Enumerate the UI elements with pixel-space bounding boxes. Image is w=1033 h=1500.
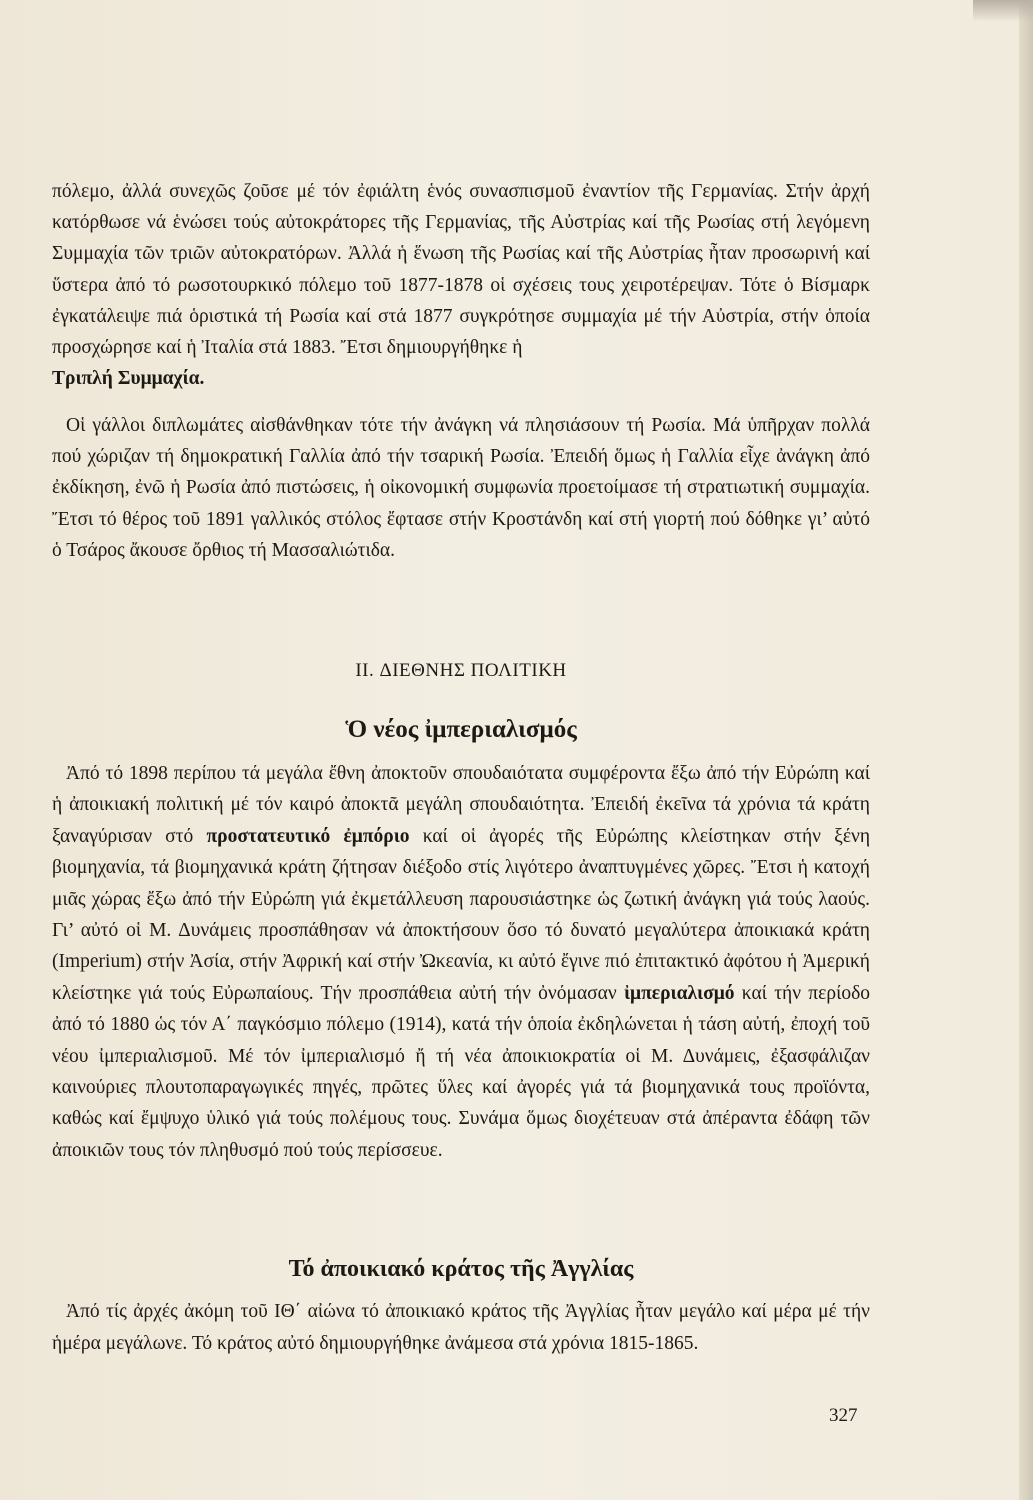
paragraph-2-text: Οἱ γάλλοι διπλωμάτες αἰσθάνθηκαν τότε τήν ἀνάγκη νά πλησιάσουν τή Ρωσία. Μά ὑπῆρχαν πολλά πού χώριζαν τή δημοκρατική Γαλλία ἀπό τήν τσαρική Ρωσία. Ἐπειδή ὅμως ἡ Γαλλία εἶχε ἀνάγκη ἀπό ἐκδίκηση, ἐνῶ ἡ Ρωσία ἀπό πιστώσεις, ἡ οἰκονομική συμφωνία προετοίμασε τή στρατιωτική συμμαχία. Ἔτσι τό θέρος τοῦ 1891 γαλλικός στόλος ἔφτασε στήν Κροστάνδη καί στή γιορτή πού δόθηκε γι’ αὐτό ὁ Τσάρος ἄκουσε ὄρθιος τή Μασσαλιώτιδα. <box>52 415 870 561</box>
paragraph-3-part1: Ἀπό τό 1898 περίπου τά μεγάλα ἔθνη ἀποκτοῦν σπουδαιότατα συμφέροντα ἔξω ἀπό τήν Εὐρώπη καί ἡ ἀποικιακή πολιτική μέ τόν καιρό ἀποκτᾶ μεγάλη σπουδαιότητα. Ἐπειδή ἐκεῖνα τά χρόνια τά κράτη ξαναγύρισαν στό <box>52 763 870 847</box>
imperialism-term: ἰμπεριαλισμό <box>623 982 735 1004</box>
heading-new-imperialism: Ὁ νέος ἰμπεριαλισμός <box>345 716 577 743</box>
page-edge <box>1019 0 1033 1500</box>
paragraph-3-part2: καί οἱ ἀγορές τῆς Εὐρώπης κλείστηκαν στήν ξένη βιομηχανία, τά βιομηχανικά κράτη ζήτησαν διέξοδο στίς λιγότερο ἀναπτυγμένες χῶρες. Ἔτσι ἡ κατοχή μιᾶς χώρας ἔξω ἀπό τήν Εὐρώπη γιά ἐκμετάλλευση παρουσιάστηκε ὡς ζωτική ἀνάγκη γιά τούς λαούς. Γι’ αὐτό οἱ Μ. Δυνάμεις προσπάθησαν νά ἀποκτήσουν ὅσο τό δυνατό μεγαλύτερα ἀποικιακά κράτη (Imperium) στήν Ἀσία, στήν Ἀφρική καί στήν Ὠκεανία, κι αὐτό ἔγινε πιό ἐπιτακτικό ἀφότου ἡ Ἀμερική κλείστηκε γιά τούς Εὐρωπαίους. Τήν προσπάθεια αὐτή τήν ὀνόμασαν <box>52 825 871 1004</box>
paragraph-1 <box>52 176 870 394</box>
paragraph-3-part3: καί τήν περίοδο ἀπό τό 1880 ὡς τόν Α΄ παγκόσμιο πόλεμο (1914), κατά τήν ὁποία ἐκδηλώνεται ἡ τάση αὐτή, ἐποχή τοῦ νέου ἰμπεριαλισμοῦ. Μέ τόν ἰμπεριαλισμό ἤ τή νέα ἀποικιοκρατία οἱ Μ. Δυνάμεις, ἐξασφάλιζαν καινούριες πλουτοπαραγωγικές πηγές, πρῶτες ὕλες καί ἀγορές γιά τά βιομηχανικά τους προϊόντα, καθώς καί ἔμψυχο ὑλικό γιά τούς πολέμους τους. Συνάμα ὅμως διοχέτευαν στά ἀπέραντα ἐδάφη τῶν ἀποικιῶν τους τόν πληθυσμό πού τούς περίσσευε. <box>52 982 871 1161</box>
page-number: 327 <box>829 1405 858 1426</box>
triple-alliance-term: Τριπλή Συμμαχία. <box>52 368 205 390</box>
section-label: II. ΔΙΕΘΝΗΣ ΠΟΛΙΤΙΚΗ <box>355 660 567 681</box>
paragraph-3 <box>52 758 870 1166</box>
heading-english-colonial-state: Τό ἀποικιακό κράτος τῆς Ἀγγλίας <box>288 1256 634 1282</box>
page-corner-shadow <box>973 0 1033 22</box>
paragraph-4 <box>52 1296 870 1359</box>
protectionist-trade-term: προστατευτικό ἐμπόριο <box>206 825 410 847</box>
paragraph-4-text: Ἀπό τίς ἀρχές ἀκόμη τοῦ ΙΘ΄ αἰώνα τό ἀποικιακό κράτος τῆς Ἀγγλίας ἦταν μεγάλο καί μέρα μέ τήν ἡμέρα μεγάλωνε. Τό κράτος αὐτό δημιουργήθηκε ἀνάμεσα στά χρόνια 1815-1865. <box>52 1301 870 1354</box>
paragraph-2 <box>52 410 870 566</box>
paragraph-1-text: πόλεμο, ἀλλά συνεχῶς ζοῦσε μέ τόν ἐφιάλτη ἑνός συνασπισμοῦ ἐναντίον τῆς Γερμανίας. Στήν ἀρχή κατόρθωσε νά ἑνώσει τούς αὐτοκράτορες τῆς Γερμανίας, τῆς Αὐστρίας καί τῆς Ρωσίας στή λεγόμενη Συμμαχία τῶν τριῶν αὐτοκρατόρων. Ἀλλά ἡ ἕνωση τῆς Ρωσίας καί τῆς Αὐστρίας ἦταν προσωρινή καί ὕστερα ἀπό τό ρωσοτουρκικό πόλεμο τοῦ 1877-1878 οἱ σχέσεις τους χειροτέρεψαν. Τότε ὁ Βίσμαρκ ἐγκατάλειψε πιά ὁριστικά τή Ρωσία καί στά 1877 συγκρότησε συμμαχία μέ τήν Αὐστρία, στήν ὁποία προσχώρησε καί ἡ Ἰταλία στά 1883. Ἔτσι δημιουργήθηκε ἡ <box>52 181 870 359</box>
